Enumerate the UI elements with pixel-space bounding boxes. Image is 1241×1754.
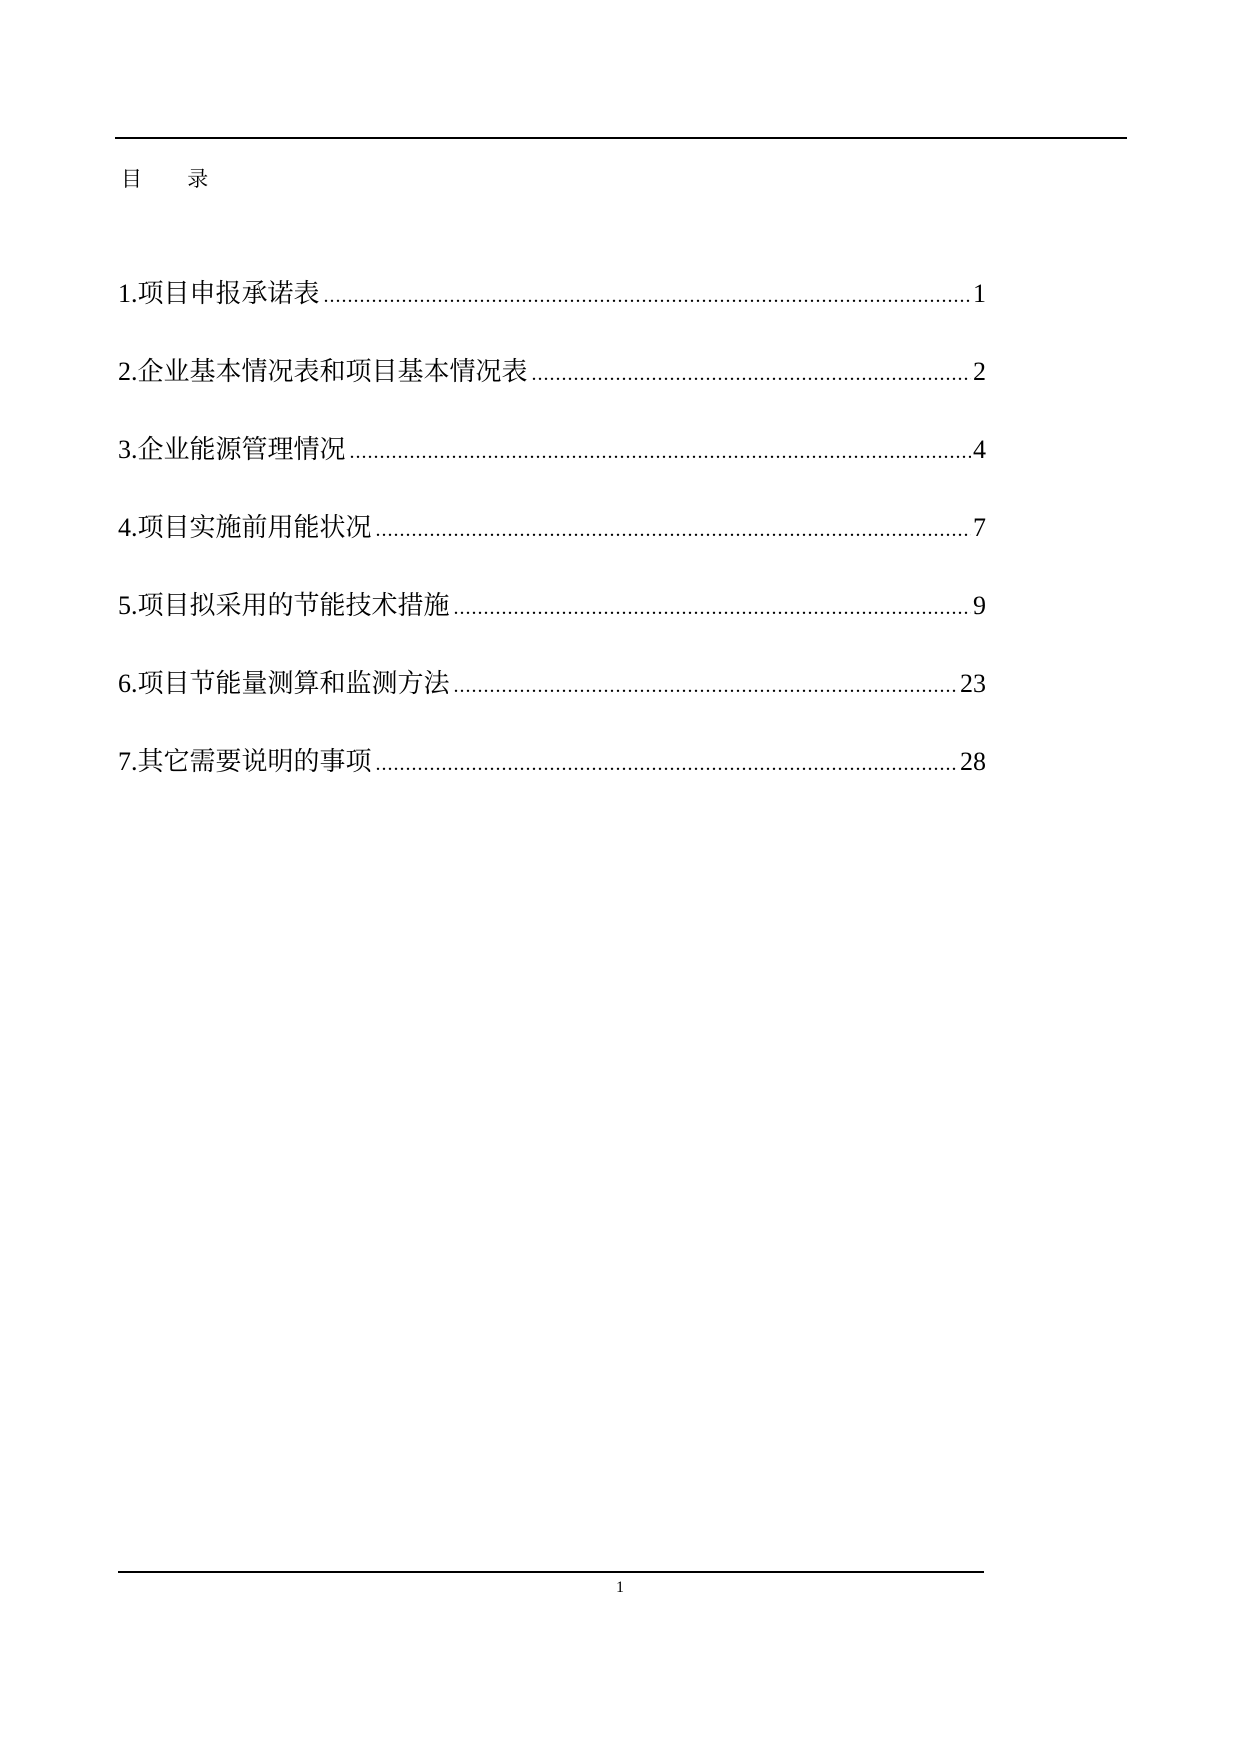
- toc-list: [118, 274, 986, 820]
- toc-entry-title: 6.项目节能量测算和监测方法: [118, 669, 450, 698]
- toc-entry-title: 3.企业能源管理情况: [118, 435, 346, 464]
- header-rule: [115, 137, 1127, 139]
- toc-entry[interactable]: [118, 508, 986, 586]
- toc-heading: 目 录: [121, 167, 229, 191]
- toc-entry[interactable]: [118, 430, 986, 508]
- toc-entry[interactable]: [118, 664, 986, 742]
- toc-entry-page: 23: [960, 669, 986, 698]
- footer-rule: [118, 1571, 984, 1573]
- toc-leader-dots: [376, 744, 958, 784]
- toc-leader-dots: [454, 666, 958, 706]
- toc-entry[interactable]: [118, 742, 986, 820]
- toc-entry-title: 2.企业基本情况表和项目基本情况表: [118, 357, 528, 386]
- toc-leader-dots: [376, 510, 971, 550]
- toc-entry[interactable]: [118, 274, 986, 352]
- toc-entry[interactable]: [118, 352, 986, 430]
- toc-entry-page: 7: [973, 513, 986, 542]
- toc-entry-page: 1: [973, 279, 986, 308]
- toc-entry-title: 5.项目拟采用的节能技术措施: [118, 591, 450, 620]
- toc-entry-title: 1.项目申报承诺表: [118, 279, 320, 308]
- toc-leader-dots: [532, 354, 971, 394]
- toc-leader-dots: [454, 588, 971, 628]
- toc-entry-page: 4: [973, 435, 986, 464]
- toc-entry-title: 7.其它需要说明的事项: [118, 747, 372, 776]
- toc-leader-dots: [324, 276, 971, 316]
- toc-entry-page: 2: [973, 357, 986, 386]
- toc-leader-dots: [350, 432, 971, 472]
- toc-entry[interactable]: [118, 586, 986, 664]
- toc-entry-page: 28: [960, 747, 986, 776]
- toc-entry-page: 9: [973, 591, 986, 620]
- footer-page-number: 1: [616, 1579, 624, 1596]
- toc-entry-title: 4.项目实施前用能状况: [118, 513, 372, 542]
